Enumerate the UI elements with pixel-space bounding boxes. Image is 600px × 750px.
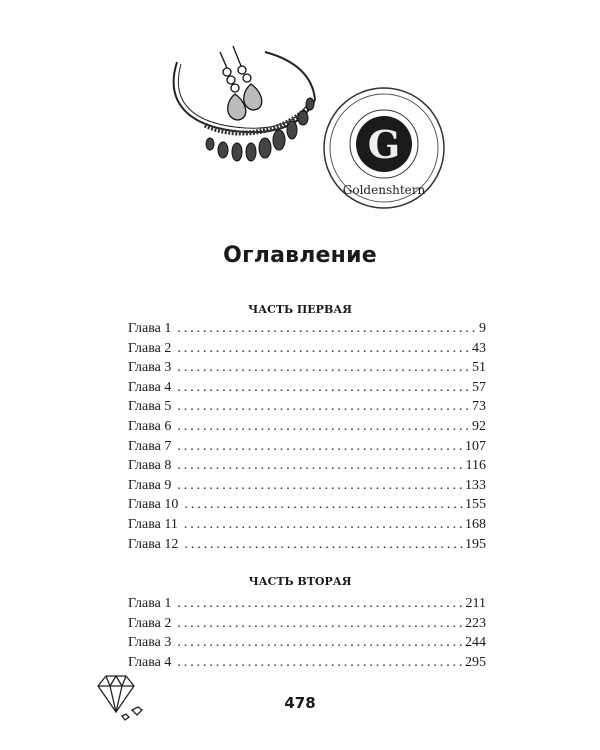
chapter-page: 211 xyxy=(465,596,486,611)
toc-entry[interactable] xyxy=(128,655,486,675)
chapter-label: Глава 9 xyxy=(128,477,172,493)
chapter-label: Глава 12 xyxy=(128,536,179,552)
toc-entry[interactable] xyxy=(128,478,486,498)
chapter-label: Глава 10 xyxy=(128,497,179,513)
toc-entry[interactable] xyxy=(128,635,486,655)
chapter-page: 92 xyxy=(472,418,486,434)
chapter-page: 155 xyxy=(465,497,486,513)
chapter-page: 51 xyxy=(472,360,486,376)
dot-leader xyxy=(177,360,470,376)
chapter-label: Глава 1 xyxy=(128,321,172,336)
part-heading: ЧАСТЬ ПЕРВАЯ xyxy=(248,303,352,316)
dot-leader xyxy=(177,458,463,474)
chapter-label: Глава 1 xyxy=(128,596,172,611)
chapter-page: 107 xyxy=(465,438,486,454)
toc-entry[interactable] xyxy=(128,616,486,636)
toc-entry[interactable] xyxy=(128,439,486,459)
toc-entry[interactable] xyxy=(128,380,486,400)
chapter-page: 57 xyxy=(472,379,486,395)
seal-publisher-name: Goldenshtern xyxy=(342,183,426,197)
dot-leader xyxy=(177,341,470,357)
publisher-seal-logo xyxy=(320,84,448,212)
necklace-illustration xyxy=(165,40,325,170)
toc-entry[interactable] xyxy=(128,360,486,380)
chapter-label: Глава 2 xyxy=(128,615,172,631)
toc-entry[interactable] xyxy=(128,321,486,341)
chapter-label: Глава 4 xyxy=(128,379,172,395)
toc-entry[interactable] xyxy=(128,517,486,537)
chapter-page: 116 xyxy=(465,458,486,474)
dot-leader xyxy=(177,321,477,337)
chapter-page: 244 xyxy=(465,635,486,651)
toc-entry[interactable] xyxy=(128,458,486,478)
chapter-page: 168 xyxy=(465,516,486,532)
toc-list-part-1 xyxy=(128,321,486,556)
chapter-page: 133 xyxy=(465,477,486,493)
dot-leader xyxy=(177,616,463,632)
chapter-page: 223 xyxy=(465,615,486,631)
chapter-label: Глава 3 xyxy=(128,635,172,651)
chapter-label: Глава 11 xyxy=(128,516,178,532)
chapter-label: Глава 5 xyxy=(128,399,172,415)
chapter-label: Глава 3 xyxy=(128,360,172,376)
dot-leader xyxy=(184,497,463,513)
chapter-label: Глава 2 xyxy=(128,340,172,356)
chapter-label: Глава 7 xyxy=(128,438,172,454)
dot-leader xyxy=(184,517,463,533)
dot-leader xyxy=(177,635,463,651)
page-title: Оглавление xyxy=(223,243,377,268)
chapter-label: Глава 4 xyxy=(128,654,172,670)
toc-entry[interactable] xyxy=(128,596,486,616)
dot-leader xyxy=(177,380,470,396)
dot-leader xyxy=(177,655,463,671)
toc-entry[interactable] xyxy=(128,497,486,517)
toc-entry[interactable] xyxy=(128,341,486,361)
toc-entry[interactable] xyxy=(128,399,486,419)
part-heading: ЧАСТЬ ВТОРАЯ xyxy=(248,575,352,588)
chapter-page: 9 xyxy=(479,321,486,336)
chapter-page: 195 xyxy=(465,536,486,552)
dot-leader xyxy=(177,399,470,415)
toc-entry[interactable] xyxy=(128,537,486,557)
chapter-page: 295 xyxy=(465,654,486,670)
seal-monogram: G xyxy=(367,122,401,167)
chapter-label: Глава 6 xyxy=(128,418,172,434)
toc-list-part-2 xyxy=(128,596,486,674)
chapter-page: 43 xyxy=(472,340,486,356)
toc-entry[interactable] xyxy=(128,419,486,439)
dot-leader xyxy=(177,439,463,455)
dot-leader xyxy=(177,596,463,612)
dot-leader xyxy=(177,419,470,435)
dot-leader xyxy=(184,537,463,553)
chapter-page: 73 xyxy=(472,399,486,415)
page-number: 478 xyxy=(284,694,316,712)
chapter-label: Глава 8 xyxy=(128,458,172,474)
dot-leader xyxy=(177,478,463,494)
